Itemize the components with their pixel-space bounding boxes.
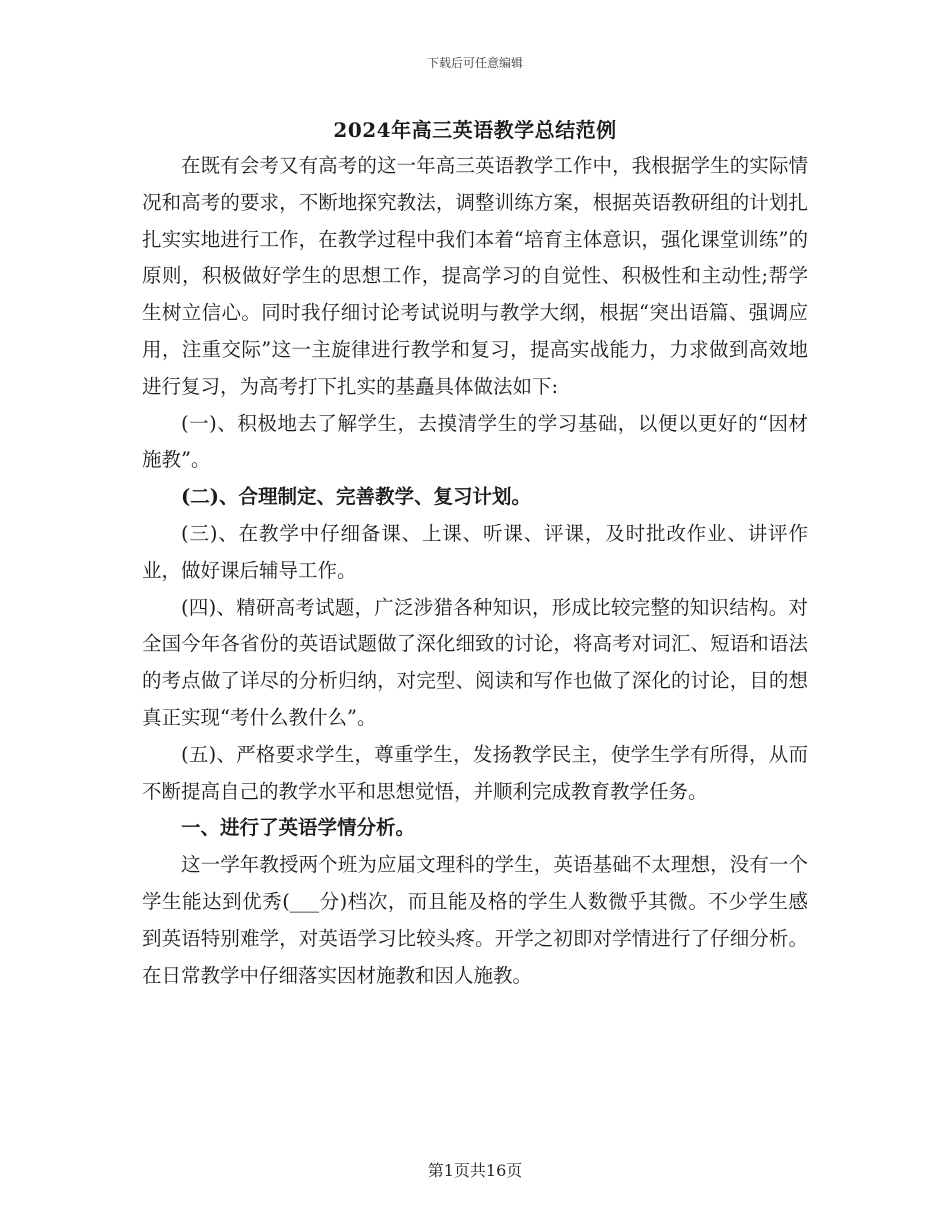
document-body bbox=[142, 148, 808, 994]
paragraph-item-2: (二)、合理制定、完善教学、复习计划。 bbox=[181, 485, 531, 509]
paragraph-item-3: (三)、在教学中仔细备课、上课、听课、评课，及时批改作业、讲评作业，做好课后辅导工作。 bbox=[142, 521, 808, 582]
paragraph-intro: 在既有会考又有高考的这一年高三英语教学工作中，我根据学生的实际情况和高考的要求，不断地探究教法，调整训练方案，根据英语教研组的计划扎扎实实地进行工作，在教学过程中我们本着“培育主体意识，强化课堂训练”的原则，积极做好学生的思想工作，提高学习的自觉性、积极性和主动性;帮学生树立信心。同时我仔细讨论考试说明与教学大纲，根据“突出语篇、强调应用，注重交际”这一主旋律进行教学和复习，提高实战能力，力求做到高效地进行复习，为高考打下扎实的基矗具体做法如下: bbox=[142, 154, 808, 398]
header-note: 下载后可任意编辑 bbox=[426, 56, 523, 70]
document-title: 2024年高三英语教学总结范例 bbox=[333, 118, 617, 142]
page-footer: 第1页共16页 bbox=[427, 1161, 523, 1180]
section-heading-1: 一、进行了英语学情分析。 bbox=[181, 816, 416, 840]
paragraph-item-1: (一)、积极地去了解学生，去摸清学生的学习基础，以便以更好的“因材施教”。 bbox=[142, 411, 808, 472]
paragraph-item-4: (四)、精研高考试题，广泛涉猎各种知识，形成比较完整的知识结构。对全国今年各省份的英语试题做了深化细致的讨论，将高考对词汇、短语和语法的考点做了详尽的分析归纳，对完型、阅读和写作也做了深化的讨论，目的想真正实现“考什么教什么”。 bbox=[142, 595, 808, 729]
paragraph-item-5: (五)、严格要求学生，尊重学生，发扬教学民主，使学生学有所得，从而不断提高自己的教学水平和思想觉悟，并顺利完成教育教学任务。 bbox=[142, 742, 808, 803]
paragraph-section-1: 这一学年教授两个班为应届文理科的学生，英语基础不太理想，没有一个学生能达到优秀(___分)档次，而且能及格的学生人数微乎其微。不少学生感到英语特别难学，对英语学习比较头疼。开学之初即对学情进行了仔细分析。在日常教学中仔细落实因材施教和因人施教。 bbox=[142, 853, 808, 987]
